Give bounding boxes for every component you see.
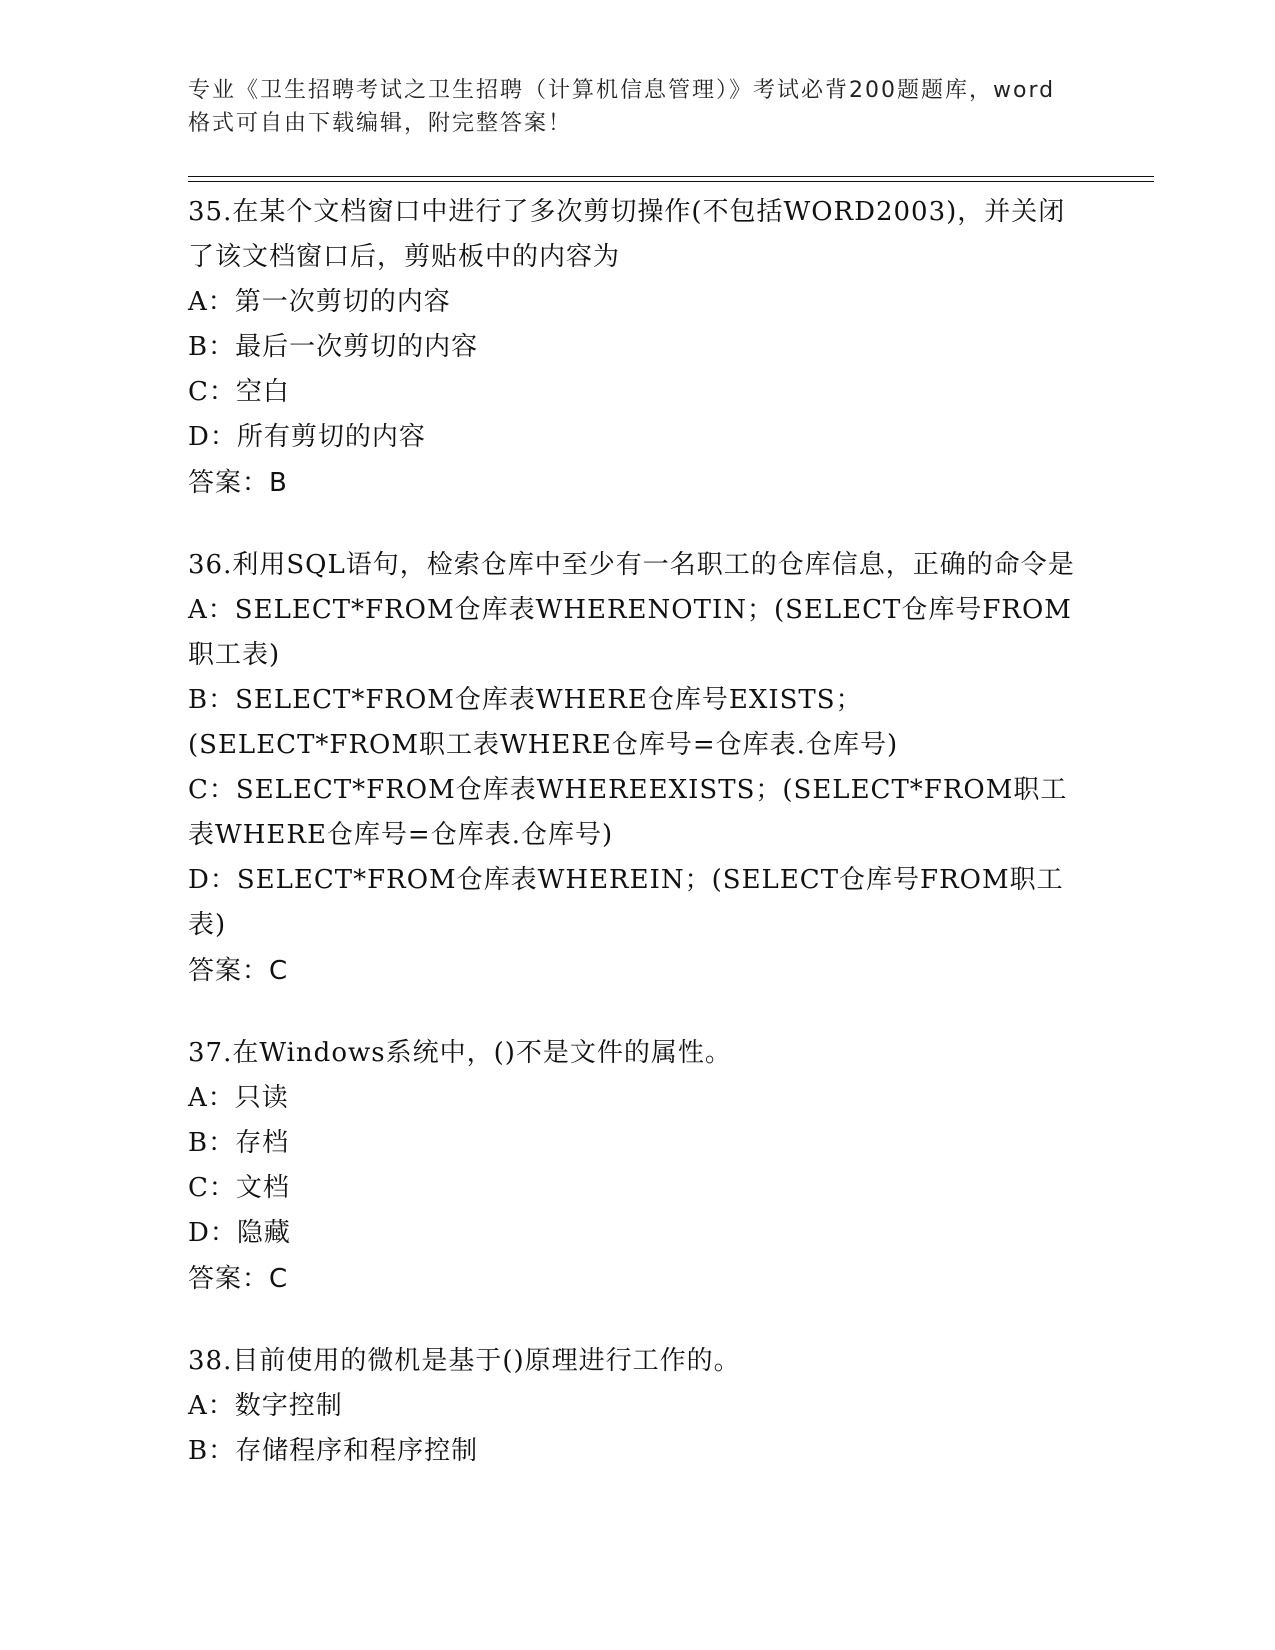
option-a: A：SELECT*FROM仓库表WHERENOTIN；(SELECT仓库号FROM职工表) [188,595,1072,670]
option-a: A：只读 [188,1083,289,1113]
answer: 答案：C [188,1264,289,1294]
option-c: C：空白 [188,377,290,407]
question-text: 38.目前使用的微机是基于()原理进行工作的。 [188,1346,741,1376]
question-list [188,190,1088,1511]
question-text: 35.在某个文档窗口中进行了多次剪切操作(不包括WORD2003)，并关闭了该文档窗口后，剪贴板中的内容为 [188,197,1066,272]
question-text: 37.在Windows系统中，()不是文件的属性。 [188,1038,732,1068]
option-c: C：SELECT*FROM仓库表WHEREEXISTS；(SELECT*FROM职工表WHERE仓库号=仓库表.仓库号) [188,775,1068,850]
document-header [188,74,1088,140]
header-rule-bottom [188,181,1154,182]
answer: 答案：B [188,468,288,498]
question-38 [188,1339,1088,1474]
question-36 [188,543,1088,994]
option-c: C：文档 [188,1173,290,1203]
option-b: B：最后一次剪切的内容 [188,332,479,362]
option-a: A：第一次剪切的内容 [188,287,451,317]
option-d: D：SELECT*FROM仓库表WHEREIN；(SELECT仓库号FROM职工表) [188,865,1064,940]
option-d: D：隐藏 [188,1218,291,1248]
option-b: B：存储程序和程序控制 [188,1436,479,1466]
option-a: A：数字控制 [188,1391,343,1421]
header-line-2: 格式可自由下载编辑，附完整答案！ [188,111,573,136]
answer: 答案：C [188,956,289,986]
option-b: B：存档 [188,1128,290,1158]
header-line-1: 专业《卫生招聘考试之卫生招聘（计算机信息管理）》考试必背200题题库，word [188,78,1056,103]
question-35 [188,190,1088,506]
option-b: B：SELECT*FROM仓库表WHERE仓库号EXISTS；(SELECT*FROM职工表WHERE仓库号=仓库表.仓库号) [188,685,899,760]
question-37 [188,1031,1088,1302]
header-rule-top [188,176,1154,177]
option-d: D：所有剪切的内容 [188,422,426,452]
question-text: 36.利用SQL语句，检索仓库中至少有一名职工的仓库信息，正确的命令是 [188,550,1075,580]
